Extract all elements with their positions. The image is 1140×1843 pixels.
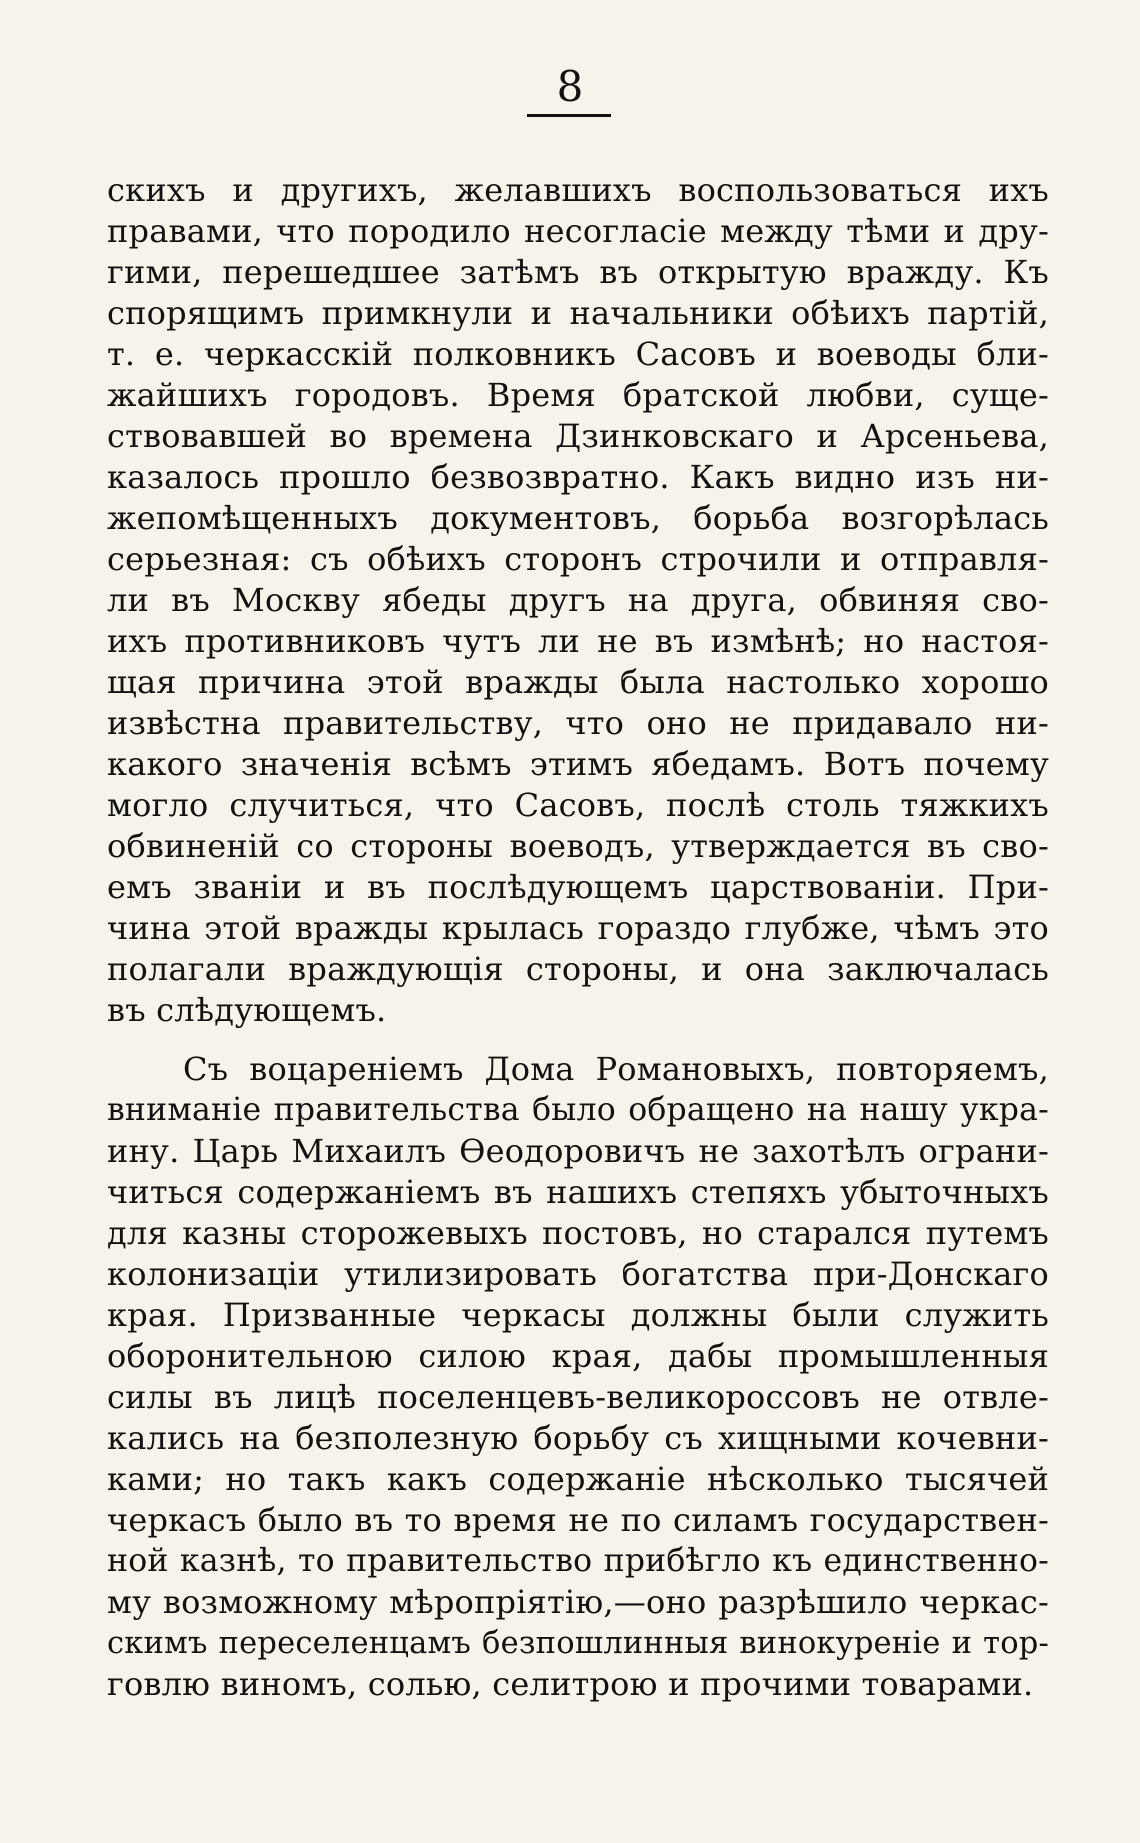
text-line: чина этой вражды крылась гораздо глубже, чѣмъ это <box>107 909 1049 947</box>
text-line: въ слѣдующемъ. <box>107 991 387 1029</box>
text-line: Съ воцареніемъ Дома Романовыхъ, повторяемъ, <box>183 1050 1049 1088</box>
text-line: кались на безполезную борьбу съ хищными кочевни- <box>107 1419 1049 1457</box>
text-line: черкасъ было въ то время не по силамъ государствен- <box>107 1501 1049 1539</box>
text-line: могло случиться, что Сасовъ, послѣ столь тяжкихъ <box>107 786 1049 824</box>
text-line: говлю виномъ, солью, селитрою и прочими товарами. <box>107 1665 1034 1703</box>
text-line: ствовавшей во времена Дзинковскаго и Арсеньева, <box>107 417 1049 455</box>
text-line: жайшихъ городовъ. Время братской любви, суще- <box>107 376 1049 414</box>
text-line: т. е. черкасскій полковникъ Сасовъ и воеводы бли- <box>107 335 1049 373</box>
text-line: для казны сторожевыхъ постовъ, но старался путемъ <box>107 1214 1049 1252</box>
text-line: спорящимъ примкнули и начальники обѣихъ партій, <box>107 294 1049 332</box>
text-line: вниманіе правительства было обращено на нашу укра- <box>107 1092 1049 1128</box>
text-line: щая причина этой вражды была настолько хорошо <box>107 663 1049 701</box>
text-line: емъ званіи и въ послѣдующемъ царствованіи. При- <box>107 868 1049 906</box>
text-line: колонизаціи утилизировать богатства при-Донскаго <box>107 1255 1049 1293</box>
text-line: му возможному мѣропріятію,—оно разрѣшило черкас- <box>107 1583 1049 1621</box>
text-line: какого значенія всѣмъ этимъ ябедамъ. Вотъ почему <box>107 745 1049 783</box>
text-line: оборонительною силою края, дабы промышленныя <box>107 1337 1049 1375</box>
text-line: ной казнѣ, то правительство прибѣгло къ единственно- <box>107 1543 1049 1579</box>
text-line: края. Призванные черкасы должны были служить <box>107 1296 1049 1334</box>
page-number: 8 <box>556 62 584 111</box>
text-line: серьезная: съ обѣихъ сторонъ строчили и отправля- <box>107 540 1049 578</box>
text-line: читься содержаніемъ въ нашихъ степяхъ убыточныхъ <box>107 1173 1049 1211</box>
text-line: ихъ противниковъ чутъ ли не въ измѣнѣ; но настоя- <box>107 622 1049 660</box>
text-line: ли въ Москву ябеды другъ на друга, обвиняя сво- <box>107 581 1049 619</box>
paragraph-1 <box>107 170 1049 1031</box>
text-line: силы въ лицѣ поселенцевъ-великороссовъ не отвле- <box>107 1378 1049 1416</box>
text-line: правами, что породило несогласіе между тѣми и дру- <box>107 212 1049 250</box>
text-line: ину. Царь Михаилъ Ѳеодоровичъ не захотѣлъ ограни- <box>107 1132 1049 1170</box>
text-line: гими, перешедшее затѣмъ въ открытую вражду. Къ <box>107 253 1049 291</box>
paragraph-2 <box>107 1049 1049 1705</box>
text-line: казалось прошло безвозвратно. Какъ видно изъ ни- <box>107 458 1049 496</box>
page-number-rule <box>527 114 611 117</box>
text-line: обвиненій со стороны воеводъ, утверждается въ сво- <box>107 827 1049 865</box>
text-line: полагали враждующія стороны, и она заключалась <box>107 950 1049 988</box>
text-line: скихъ и другихъ, желавшихъ воспользоваться ихъ <box>107 171 1049 209</box>
text-line: скимъ переселенцамъ безпошлинныя винокуреніе и тор- <box>107 1626 1049 1661</box>
text-line: извѣстна правительству, что оно не придавало ни- <box>107 704 1049 742</box>
text-line: жепомѣщенныхъ документовъ, борьба возгорѣлась <box>107 499 1049 537</box>
text-line: ками; но такъ какъ содержаніе нѣсколько тысячей <box>107 1460 1049 1498</box>
